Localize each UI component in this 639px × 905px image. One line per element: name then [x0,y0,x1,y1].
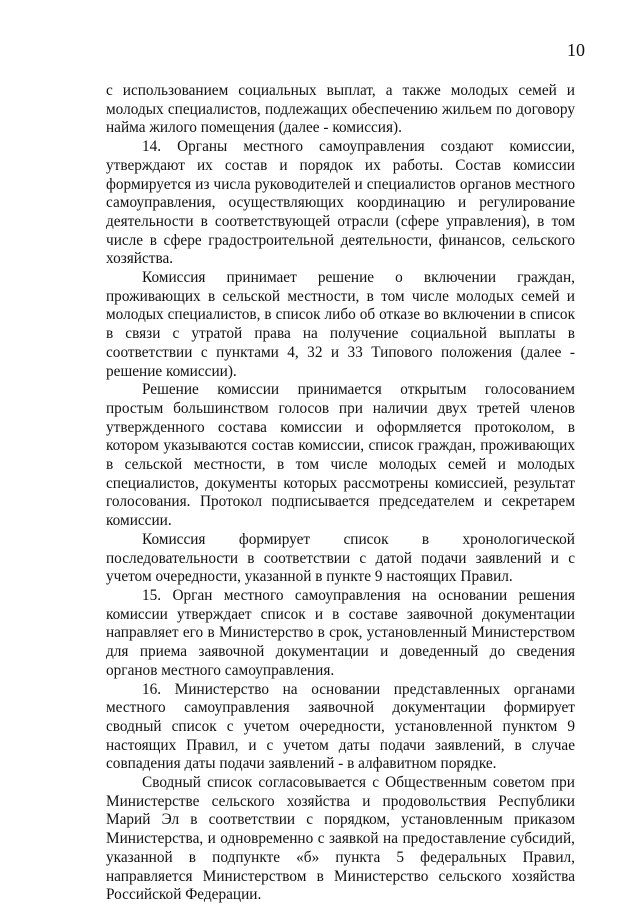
paragraph-item-16: 16. Министерство на основании представленных органами местного самоуправления заявочной документации формирует сводный список с учетом очередности, установленной пунктом 9 настоящих Правил, и с учетом даты подачи заявлений, в случае совпадения даты подачи заявлений - в алфавитном порядке. [106,680,575,773]
paragraph-consolidated-list: Сводный список согласовывается с Общественным советом при Министерстве сельского хозяйства и продовольствия Республики Марий Эл в соответствии с порядком, установленным приказом Министерства, и одновременно с заявкой на предоставление субсидий, указанной в подпункте «б» пункта 5 федеральных Правил, направляется Министерством в Министерство сельского хозяйства Российской Федерации. [106,774,575,904]
paragraph-continuation: с использованием социальных выплат, а также молодых семей и молодых специалистов, подлежащих обеспечению жильем по договору найма жилого помещения (далее - комиссия). [106,82,575,137]
paragraph-commission-decision: Комиссия принимает решение о включении граждан, проживающих в сельской местности, в том числе молодых семей и молодых специалистов, в список либо об отказе во включении в список в связи с утратой права на получение социальной выплаты в соответствии с пунктами 4, 32 и 33 Типового положения (далее - решение комиссии). [106,269,575,380]
paragraph-voting-procedure: Решение комиссии принимается открытым голосованием простым большинством голосов при наличии двух третей членов утвержденного состава комиссии и оформляется протоколом, в котором указываются состав комиссии, список граждан, проживающих в сельской местности, в том числе молодых семей и молодых специалистов, документы которых рассмотрены комиссией, результат голосования. Протокол подписывается председателем и секретарем комиссии. [106,381,575,530]
paragraph-list-formation: Комиссия формирует список в хронологической последовательности в соответствии с датой подачи заявлений и с учетом очередности, указанной в пункте 9 настоящих Правил. [106,530,575,586]
document-body [106,82,575,905]
paragraph-item-15: 15. Орган местного самоуправления на основании решения комиссии утверждает список и в составе заявочной документации направляет его в Министерство в срок, установленный Министерством для приема заявочной документации и доведенный до сведения органов местного самоуправления. [106,586,575,679]
paragraph-item-14: 14. Органы местного самоуправления создают комиссии, утверждают их состав и порядок их работы. Состав комиссии формируется из числа руководителей и специалистов органов местного самоуправления, осуществляющих координацию и регулирование деятельности в соответствующей отрасли (сфере управления), в том числе в сфере градостроительной деятельности, финансов, сельского хозяйства. [106,138,575,268]
page-number: 10 [567,40,585,60]
